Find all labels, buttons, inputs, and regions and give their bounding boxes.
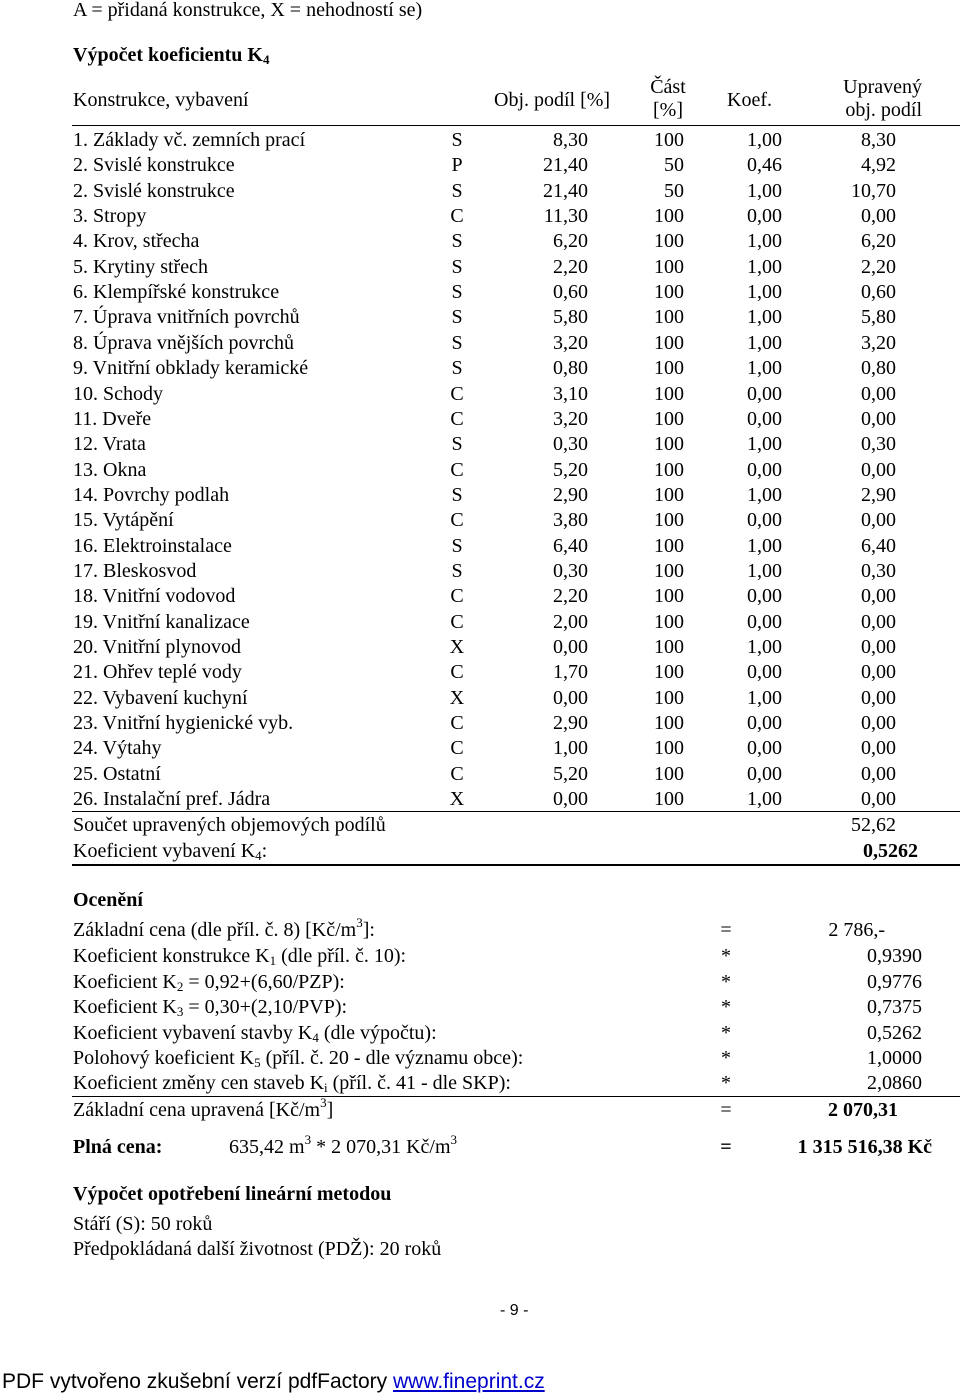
- row-name: 20. Vnitřní plynovod: [73, 636, 241, 658]
- k1-value: 0,9390: [867, 945, 922, 967]
- row-adjusted: 10,70: [851, 179, 896, 202]
- sum-label: Součet upravených objemových podílů: [73, 814, 386, 836]
- row-share: 5,20: [553, 458, 588, 481]
- row-code: S: [451, 534, 463, 557]
- adjusted-label: [73, 1095, 334, 1123]
- adjusted-label-b: ]: [326, 1099, 334, 1121]
- row-part: 100: [654, 205, 684, 228]
- table-row: [0, 736, 960, 761]
- k5-op: *: [721, 1047, 731, 1069]
- row-name: 25. Ostatní: [73, 762, 161, 785]
- row-share: 0,00: [553, 636, 588, 658]
- row-code: X: [449, 686, 465, 709]
- row-name: 23. Vnitřní hygienické vyb.: [73, 712, 294, 735]
- row-share: 3,20: [553, 331, 588, 354]
- base-price-label: [73, 915, 375, 943]
- base-price-label-a: Základní cena (dle příl. č. 8) [Kč/m: [73, 919, 357, 941]
- adjusted-label-sup: 3: [320, 1095, 327, 1110]
- row-share: 8,30: [553, 129, 588, 151]
- row-koef: 1,00: [747, 357, 782, 380]
- row-code: S: [451, 306, 463, 329]
- table-row: [0, 128, 960, 153]
- row-adjusted: 2,20: [861, 255, 896, 278]
- totals-divider: [72, 811, 960, 812]
- row-part: 100: [654, 762, 684, 785]
- row-code: S: [451, 433, 463, 456]
- row-code: C: [450, 407, 464, 430]
- row-code: S: [451, 281, 463, 304]
- row-share: 2,20: [553, 585, 588, 608]
- adjusted-op: =: [720, 1099, 732, 1121]
- k3-label: [73, 995, 347, 1020]
- k1-op: *: [721, 945, 731, 967]
- k5-label-a: Polohový koeficient K: [73, 1047, 255, 1069]
- row-name: 8. Úprava vnějších povrchů: [73, 331, 295, 354]
- row-koef: 1,00: [747, 788, 782, 811]
- row-koef: 1,00: [747, 255, 782, 278]
- ki-label: [73, 1071, 511, 1096]
- table-row: [0, 179, 960, 204]
- row-name: 21. Ohřev teplé vody: [73, 661, 242, 684]
- table-row: [0, 356, 960, 381]
- row-name: 3. Stropy: [73, 205, 147, 228]
- row-koef: 1,00: [747, 433, 782, 456]
- row-share: 0,00: [553, 686, 588, 709]
- valuation-ki: [0, 1071, 960, 1096]
- row-adjusted: 0,00: [861, 661, 896, 684]
- header-koef: Koef.: [727, 89, 772, 111]
- k5-label-b: (příl. č. 20 - dle významu obce):: [260, 1047, 524, 1069]
- valuation-adjusted: [0, 1095, 960, 1123]
- row-part: 100: [654, 129, 684, 151]
- row-adjusted: 0,00: [861, 509, 896, 532]
- row-adjusted: 0,00: [861, 610, 896, 633]
- k4-row-label: [73, 1021, 437, 1046]
- row-share: 2,90: [553, 483, 588, 506]
- row-code: S: [451, 559, 463, 582]
- k3-op: *: [721, 996, 731, 1018]
- row-code: C: [450, 737, 464, 760]
- row-share: 1,00: [553, 737, 588, 760]
- row-name: 14. Povrchy podlah: [73, 483, 230, 506]
- row-koef: 0,00: [747, 762, 782, 785]
- row-share: 21,40: [543, 154, 588, 177]
- row-name: 26. Instalační pref. Jádra: [73, 788, 271, 811]
- row-adjusted: 0,60: [861, 281, 896, 304]
- k1-label: [73, 944, 406, 969]
- intro-line: A = přidaná konstrukce, X = nehodností se): [73, 0, 423, 21]
- k1-label-sub: 1: [269, 953, 277, 968]
- row-name: 16. Elektroinstalace: [73, 534, 232, 557]
- row-part: 100: [654, 661, 684, 684]
- row-koef: 1,00: [747, 534, 782, 557]
- row-koef: 1,00: [747, 636, 782, 658]
- k5-value: 1,0000: [867, 1047, 922, 1069]
- row-adjusted: 4,92: [861, 154, 896, 177]
- row-part: 100: [654, 509, 684, 532]
- k2-label-b: = 0,92+(6,60/PZP):: [183, 971, 345, 993]
- row-part: 100: [654, 585, 684, 608]
- totals-bottom-line: [72, 864, 960, 866]
- header-part: [640, 76, 696, 122]
- row-part: 100: [654, 255, 684, 278]
- valuation-k1: [0, 944, 960, 969]
- table-row: [0, 686, 960, 711]
- table-row: [0, 204, 960, 229]
- row-adjusted: 0,00: [861, 205, 896, 228]
- k4-label-text: Koeficient vybavení K: [73, 840, 256, 862]
- k4-value: 0,5262: [863, 840, 918, 862]
- footer-text: PDF vytvořeno zkušební verzí pdfFactory: [2, 1370, 393, 1393]
- row-koef: 0,00: [747, 382, 782, 405]
- k2-value: 0,9776: [867, 971, 922, 993]
- row-name: 18. Vnitřní vodovod: [73, 585, 236, 608]
- row-adjusted: 0,30: [861, 433, 896, 456]
- row-part: 100: [654, 433, 684, 456]
- row-share: 3,20: [553, 407, 588, 430]
- full-price-value: 1 315 516,38 Kč: [797, 1136, 932, 1158]
- table-row: [0, 305, 960, 330]
- row-koef: 0,00: [747, 585, 782, 608]
- valuation-k5: [0, 1046, 960, 1071]
- table-row: [0, 458, 960, 483]
- row-name: 22. Vybavení kuchyní: [73, 686, 248, 709]
- row-share: 5,20: [553, 762, 588, 785]
- row-name: 2. Svislé konstrukce: [73, 179, 235, 202]
- row-code: C: [450, 762, 464, 785]
- row-name: 13. Okna: [73, 458, 147, 481]
- row-part: 100: [654, 407, 684, 430]
- row-koef: 1,00: [747, 306, 782, 329]
- row-adjusted: 0,00: [861, 712, 896, 735]
- full-price-expr-sup2: 3: [450, 1132, 457, 1147]
- table-row: [0, 331, 960, 356]
- row-adjusted: 0,00: [861, 585, 896, 608]
- row-adjusted: 6,40: [861, 534, 896, 557]
- row-name: 10. Schody: [73, 382, 163, 405]
- row-name: 5. Krytiny střech: [73, 255, 208, 278]
- row-adjusted: 5,80: [861, 306, 896, 329]
- table-row: [0, 660, 960, 685]
- row-name: 6. Klempířské konstrukce: [73, 281, 280, 304]
- row-code: C: [450, 458, 464, 481]
- header-adjusted-line1: Upravený: [843, 76, 922, 98]
- header-part-line1: Část: [650, 76, 686, 98]
- full-price-expr-a: 635,42 m: [229, 1136, 305, 1158]
- row-share: 5,80: [553, 306, 588, 329]
- row-code: S: [451, 483, 463, 506]
- full-price-label: Plná cena:: [73, 1136, 163, 1158]
- k3-label-a: Koeficient K: [73, 996, 177, 1018]
- row-name: 17. Bleskosvod: [73, 559, 197, 582]
- sum-value: 52,62: [851, 814, 896, 836]
- k1-label-b: (dle příl. č. 10):: [276, 945, 407, 967]
- row-share: 0,60: [553, 281, 588, 304]
- row-code: S: [451, 255, 463, 278]
- table-row: [0, 711, 960, 736]
- ki-op: *: [721, 1072, 731, 1094]
- row-code: S: [451, 179, 463, 202]
- row-name: 9. Vnitřní obklady keramické: [73, 357, 309, 380]
- row-part: 100: [654, 636, 684, 658]
- pdffactory-footer: [2, 1370, 545, 1394]
- table-row: [0, 534, 960, 559]
- row-koef: 1,00: [747, 281, 782, 304]
- row-code: C: [450, 610, 464, 633]
- row-part: 100: [654, 483, 684, 506]
- row-koef: 0,46: [747, 154, 782, 177]
- ki-label-sub: i: [324, 1080, 328, 1095]
- footer-link[interactable]: www.fineprint.cz: [392, 1370, 545, 1393]
- row-code: S: [451, 357, 463, 380]
- table-row: [0, 432, 960, 457]
- k4-heading-text: Výpočet koeficientu K: [73, 44, 263, 66]
- adjusted-value: 2 070,31: [828, 1099, 898, 1121]
- valuation-k2: [0, 970, 960, 995]
- header-adjusted: [790, 76, 922, 122]
- row-part: 100: [654, 230, 684, 253]
- row-koef: 1,00: [747, 179, 782, 202]
- row-code: C: [450, 585, 464, 608]
- k4-row-value: 0,5262: [867, 1022, 922, 1044]
- header-divider: [72, 125, 960, 126]
- k5-label: [73, 1046, 523, 1071]
- row-koef: 0,00: [747, 661, 782, 684]
- row-name: 12. Vrata: [73, 433, 146, 456]
- table-row: [0, 787, 960, 812]
- row-share: 0,00: [553, 788, 588, 811]
- row-adjusted: 0,00: [861, 636, 896, 658]
- ki-label-b: (příl. č. 41 - dle SKP):: [327, 1072, 511, 1094]
- row-adjusted: 3,20: [861, 331, 896, 354]
- row-name: 7. Úprava vnitřních povrchů: [73, 306, 300, 329]
- table-row: [0, 255, 960, 280]
- full-price-expr-sup1: 3: [304, 1132, 312, 1147]
- page-number: - 9 -: [500, 1302, 529, 1319]
- row-share: 3,10: [553, 382, 588, 405]
- k4-row-label-a: Koeficient vybavení stavby K: [73, 1022, 313, 1044]
- k4-row-op: *: [721, 1022, 731, 1044]
- k2-op: *: [721, 971, 731, 993]
- row-name: 1. Základy vč. zemních prací: [73, 129, 306, 151]
- row-name: 19. Vnitřní kanalizace: [73, 610, 250, 633]
- k4-heading: [73, 44, 269, 67]
- row-koef: 0,00: [747, 407, 782, 430]
- row-adjusted: 0,80: [861, 357, 896, 380]
- row-share: 6,20: [553, 230, 588, 253]
- k3-value: 0,7375: [867, 996, 922, 1018]
- row-adjusted: 0,00: [861, 458, 896, 481]
- row-name: 15. Vytápění: [73, 509, 174, 532]
- table-row: [0, 635, 960, 660]
- base-price-label-sup: 3: [356, 915, 363, 930]
- row-adjusted: 0,00: [861, 686, 896, 709]
- row-part: 100: [654, 534, 684, 557]
- table-row: [0, 762, 960, 787]
- valuation-base-price: [0, 915, 960, 943]
- row-part: 100: [654, 382, 684, 405]
- row-adjusted: 8,30: [861, 129, 896, 151]
- table-row: [0, 483, 960, 508]
- adjusted-top-line: [72, 1096, 960, 1097]
- k3-label-b: = 0,30+(2,10/PVP):: [183, 996, 348, 1018]
- row-part: 100: [654, 306, 684, 329]
- base-price-label-b: ]:: [362, 919, 375, 941]
- row-koef: 0,00: [747, 737, 782, 760]
- k5-label-sub: 5: [254, 1055, 261, 1070]
- row-adjusted: 0,30: [861, 559, 896, 582]
- row-adjusted: 6,20: [861, 230, 896, 253]
- row-name: 11. Dveře: [73, 407, 152, 430]
- row-code: S: [451, 331, 463, 354]
- k1-label-a: Koeficient konstrukce K: [73, 945, 270, 967]
- valuation-k4: [0, 1021, 960, 1046]
- row-adjusted: 0,00: [861, 382, 896, 405]
- row-adjusted: 0,00: [861, 737, 896, 760]
- depreciation-heading: Výpočet opotřebení lineární metodou: [73, 1183, 392, 1205]
- row-part: 100: [654, 458, 684, 481]
- table-row: [0, 280, 960, 305]
- row-code: C: [450, 712, 464, 735]
- valuation-heading: Ocenění: [73, 889, 143, 911]
- row-share: 0,30: [553, 559, 588, 582]
- row-part: 100: [654, 559, 684, 582]
- row-part: 50: [664, 154, 684, 177]
- valuation-k3: [0, 995, 960, 1020]
- row-share: 11,30: [543, 205, 588, 228]
- row-code: S: [451, 129, 463, 151]
- table-row: [0, 559, 960, 584]
- full-price-expression: [229, 1132, 457, 1160]
- full-price-expr-b: * 2 070,31 Kč/m: [311, 1136, 451, 1158]
- row-koef: 0,00: [747, 509, 782, 532]
- row-koef: 1,00: [747, 686, 782, 709]
- header-share: Obj. podíl [%]: [494, 89, 611, 111]
- row-koef: 0,00: [747, 205, 782, 228]
- row-code: C: [450, 205, 464, 228]
- row-koef: 1,00: [747, 483, 782, 506]
- row-part: 100: [654, 788, 684, 811]
- row-code: C: [450, 661, 464, 684]
- row-part: 50: [664, 179, 684, 202]
- row-adjusted: 2,90: [861, 483, 896, 506]
- table-row: [0, 508, 960, 533]
- row-adjusted: 0,00: [861, 762, 896, 785]
- ki-value: 2,0860: [867, 1072, 922, 1094]
- k4-row-label-sub: 4: [312, 1030, 319, 1045]
- row-share: 6,40: [553, 534, 588, 557]
- row-koef: 1,00: [747, 230, 782, 253]
- row-share: 2,90: [553, 712, 588, 735]
- base-price-value: 2 786,-: [828, 919, 885, 941]
- row-code: P: [451, 154, 463, 177]
- table-row: [0, 153, 960, 178]
- row-adjusted: 0,00: [861, 788, 896, 811]
- row-share: 21,40: [543, 179, 588, 202]
- row-part: 100: [654, 331, 684, 354]
- k4-label-end: :: [261, 840, 268, 862]
- adjusted-label-a: Základní cena upravená [Kč/m: [73, 1099, 321, 1121]
- row-share: 0,30: [553, 433, 588, 456]
- k2-label: [73, 970, 345, 995]
- header-name: Konstrukce, vybavení: [73, 89, 249, 111]
- row-name: 24. Výtahy: [73, 737, 162, 760]
- ki-label-a: Koeficient změny cen staveb K: [73, 1072, 325, 1094]
- row-share: 1,70: [553, 661, 588, 684]
- k4-row-label-b: (dle výpočtu):: [318, 1022, 437, 1044]
- row-koef: 0,00: [747, 712, 782, 735]
- header-part-line2: [%]: [653, 99, 683, 121]
- table-row: [0, 407, 960, 432]
- k2-label-sub: 2: [176, 979, 184, 994]
- k4-heading-sub: 4: [262, 52, 270, 67]
- k4-label-sub: 4: [255, 848, 262, 863]
- lifetime-line: Předpokládaná další životnost (PDŽ): 20 roků: [73, 1238, 442, 1260]
- row-koef: 1,00: [747, 331, 782, 354]
- k2-label-a: Koeficient K: [73, 971, 177, 993]
- row-code: S: [451, 230, 463, 253]
- row-code: C: [450, 382, 464, 405]
- full-price-op: =: [720, 1136, 732, 1158]
- row-koef: 0,00: [747, 610, 782, 633]
- row-part: 100: [654, 357, 684, 380]
- row-part: 100: [654, 686, 684, 709]
- row-share: 2,00: [553, 610, 588, 633]
- k4-label: [73, 840, 267, 863]
- row-code: X: [449, 636, 465, 658]
- row-adjusted: 0,00: [861, 407, 896, 430]
- row-name: 2. Svislé konstrukce: [73, 154, 235, 177]
- row-code: X: [449, 788, 465, 811]
- row-name: 4. Krov, střecha: [73, 230, 200, 253]
- row-share: 0,80: [553, 357, 588, 380]
- row-part: 100: [654, 610, 684, 633]
- row-part: 100: [654, 737, 684, 760]
- row-koef: 0,00: [747, 458, 782, 481]
- header-adjusted-line2: obj. podíl: [845, 99, 922, 121]
- k3-label-sub: 3: [176, 1004, 184, 1019]
- row-part: 100: [654, 712, 684, 735]
- row-share: 3,80: [553, 509, 588, 532]
- row-code: C: [450, 509, 464, 532]
- table-row: [0, 382, 960, 407]
- base-price-op: =: [720, 919, 732, 941]
- table-row: [0, 584, 960, 609]
- row-koef: 1,00: [747, 129, 782, 151]
- row-part: 100: [654, 281, 684, 304]
- full-price-row: [0, 1132, 960, 1160]
- age-line: Stáří (S): 50 roků: [73, 1213, 213, 1235]
- row-share: 2,20: [553, 255, 588, 278]
- table-row: [0, 610, 960, 635]
- row-koef: 1,00: [747, 559, 782, 582]
- table-row: [0, 229, 960, 254]
